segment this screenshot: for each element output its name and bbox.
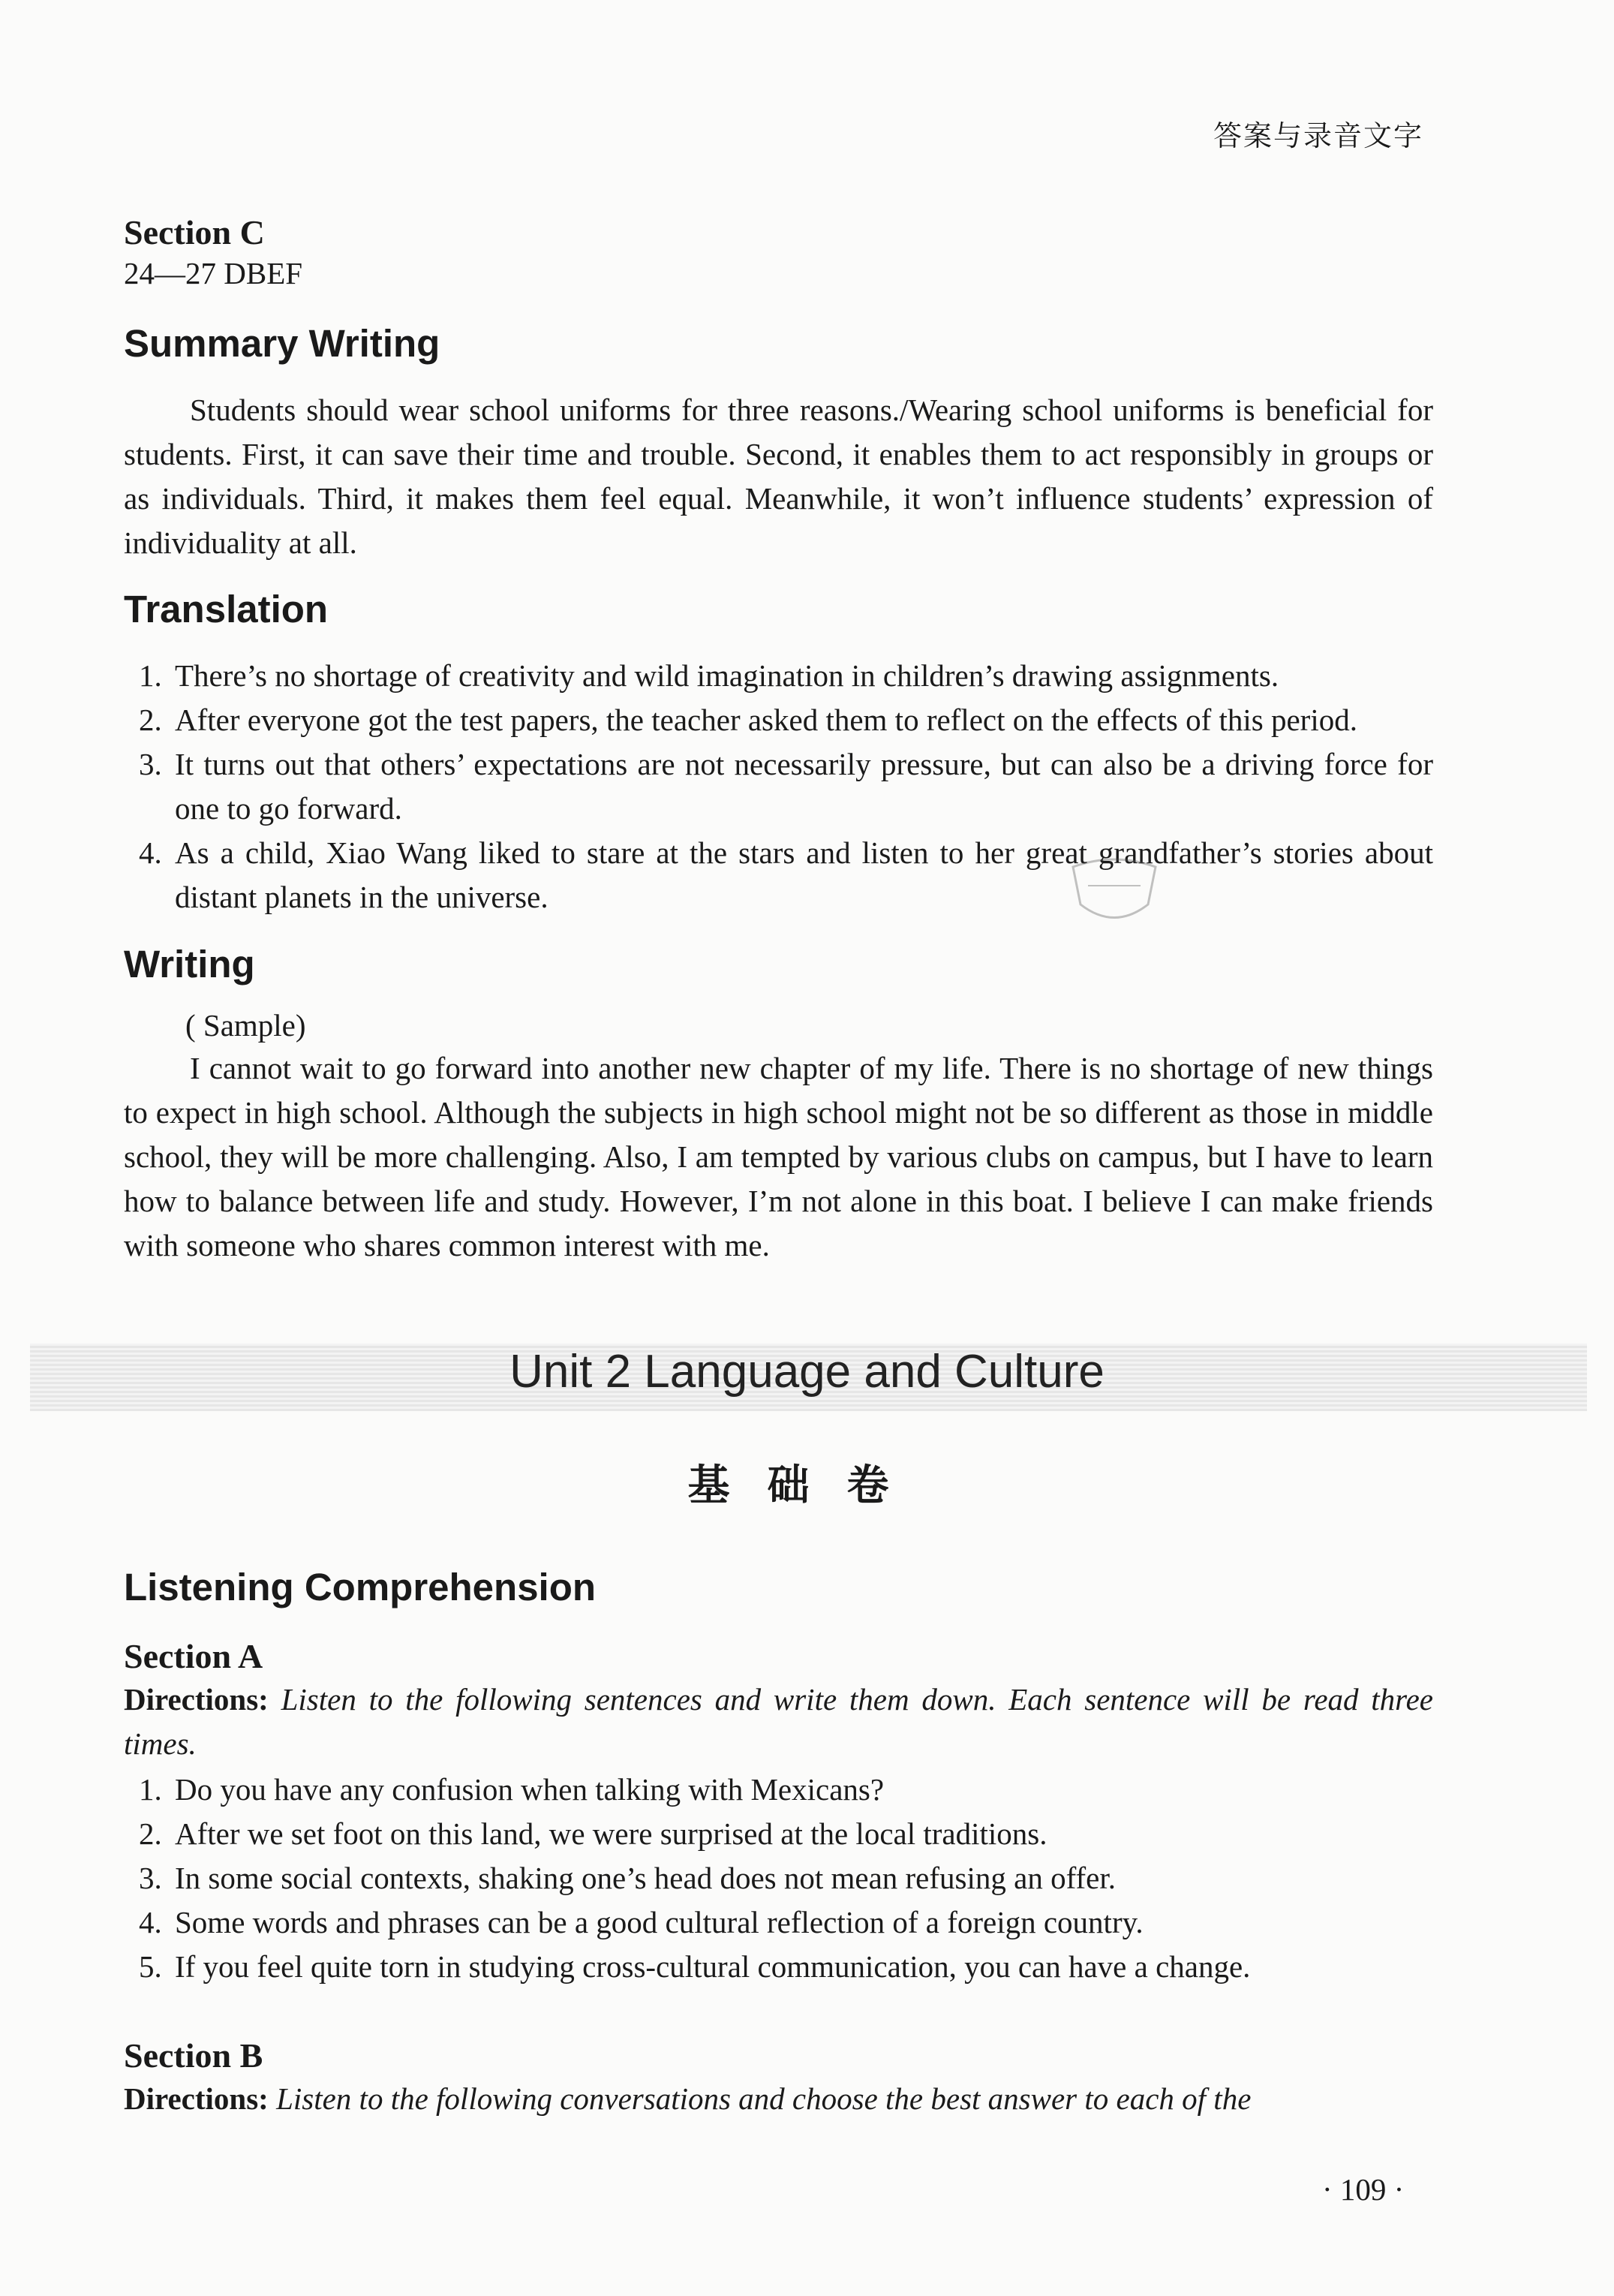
list-item: 4. As a child, Xiao Wang liked to stare at the stars and listen to her great grandfather’s stories about distant planets in the universe. <box>139 835 1433 914</box>
summary-writing-block <box>124 321 1433 565</box>
list-item: 4. Some words and phrases can be a good cultural reflection of a foreign country. <box>139 1905 1144 1939</box>
translation-block <box>124 587 1433 919</box>
section-a-title: Section A <box>124 1637 263 1675</box>
section-c-block <box>124 212 1433 291</box>
page-number: · 109 · <box>1322 2172 1405 2207</box>
section-a-list <box>124 1768 1433 1989</box>
section-c-title: Section C <box>124 213 265 251</box>
writing-sample-text: I cannot wait to go forward into another new chapter of my life. There is no shortage of new things to expect in high school. Although the subjects in high school might not be so different as those in middle school, they will be more challenging. Also, I am tempted by various clubs on campus, but I have to learn how to balance between life and study. However, I’m not alone in this boat. I believe I can make friends with someone who shares common interest with me. <box>124 1051 1433 1262</box>
writing-heading: Writing <box>124 943 255 986</box>
running-header: 答案与录音文字 <box>1213 119 1423 152</box>
writing-sample-label: ( Sample) <box>185 1008 306 1043</box>
translation-list <box>124 654 1433 919</box>
listening-block <box>124 1565 1433 2121</box>
list-item: 2. After we set foot on this land, we were surprised at the local traditions. <box>139 1816 1047 1851</box>
list-item: 3. It turns out that others’ expectations are not necessarily pressure, but can also be a driving force for one to go forward. <box>139 747 1433 826</box>
translation-heading: Translation <box>124 588 329 630</box>
stamp-icon <box>1065 852 1163 934</box>
writing-block <box>124 942 1433 1268</box>
list-item: 3. In some social contexts, shaking one’s head does not mean refusing an offer. <box>139 1861 1116 1895</box>
section-b-title: Section B <box>124 2036 263 2075</box>
unit-title: Unit 2 Language and Culture <box>509 1346 1105 1398</box>
list-item: 5. If you feel quite torn in studying cross-cultural communication, you can have a change. <box>139 1949 1251 1984</box>
summary-writing-heading: Summary Writing <box>124 322 440 365</box>
summary-writing-text: Students should wear school uniforms for three reasons./Wearing school uniforms is beneficial for students. First, it can save their time and trouble. Second, it enables them to act responsibly in groups or as individuals. Third, it makes them feel equal. Meanwhile, it won’t influence students’ expression of individuality at all. <box>124 393 1433 560</box>
list-item: 1. There’s no shortage of creativity and wild imagination in children’s drawing assignments. <box>139 658 1279 693</box>
list-item: 1. Do you have any confusion when talking with Mexicans? <box>139 1772 885 1807</box>
listening-heading: Listening Comprehension <box>124 1566 597 1608</box>
list-item: 2. After everyone got the test papers, the teacher asked them to reflect on the effects of this period. <box>139 703 1357 737</box>
section-a-directions: Directions: Listen to the following sentences and write them down. Each sentence will be read three times. <box>124 1682 1434 1761</box>
unit-subtitle: 基础卷 <box>687 1461 927 1510</box>
section-b-directions: Directions: Listen to the following conversations and choose the best answer to each of the <box>124 2081 1252 2116</box>
section-c-answers: 24—27 DBEF <box>124 256 303 290</box>
